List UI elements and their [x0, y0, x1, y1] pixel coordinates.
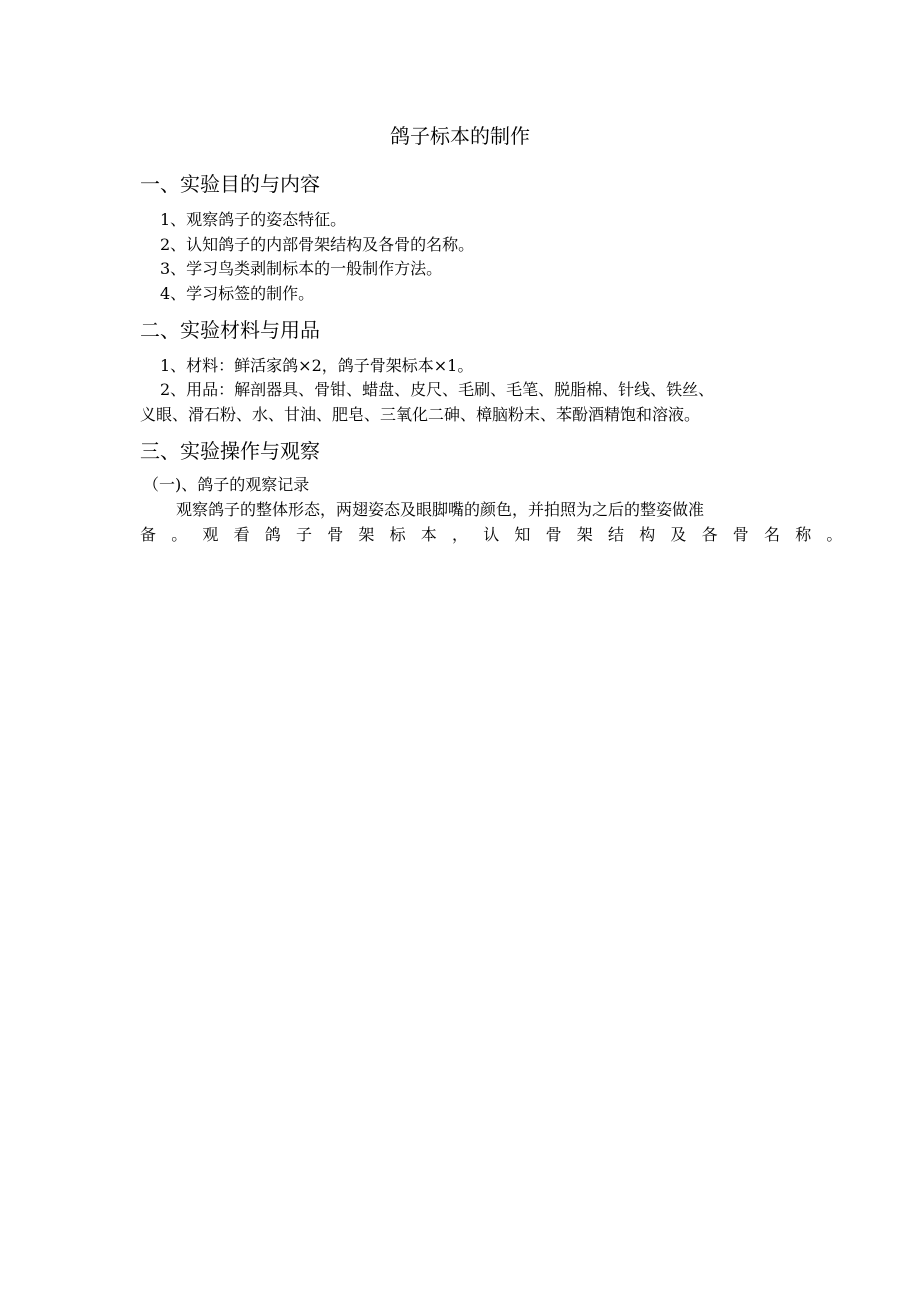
section-1-item-3: 3、学习鸟类剥制标本的一般制作方法。	[160, 259, 443, 278]
section-1-heading: 一、实验目的与内容	[140, 172, 320, 196]
section-2-heading: 二、实验材料与用品	[140, 318, 320, 342]
section-1-item-1: 1、观察鸽子的姿态特征。	[160, 210, 347, 229]
section-2-item-2-line-2: 义眼、滑石粉、水、甘油、肥皂、三氧化二砷、樟脑粉末、苯酚酒精饱和溶液。	[140, 405, 701, 424]
section-3-paragraph-line-1: 观察鸽子的整体形态，两翅姿态及眼脚嘴的颜色，并拍照为之后的整姿做准	[176, 500, 705, 519]
section-1-item-2: 2、认知鸽子的内部骨架结构及各骨的名称。	[160, 235, 475, 254]
section-2-item-1: 1、材料：鲜活家鸽×2，鸽子骨架标本×1。	[160, 356, 474, 375]
section-1-item-4: 4、学习标签的制作。	[160, 284, 315, 303]
section-3-heading: 三、实验操作与观察	[140, 439, 320, 463]
section-3-paragraph-line-2: 备。观看鸽子骨架标本，认知骨架结构及各骨名称。	[140, 525, 858, 544]
section-2-item-2-line-1: 2、用品：解剖器具、骨钳、蜡盘、皮尺、毛刷、毛笔、脱脂棉、针线、铁丝、	[160, 380, 715, 399]
section-3-subheading: （一)、鸽子的观察记录	[143, 475, 310, 494]
document-title: 鸽子标本的制作	[390, 124, 530, 148]
